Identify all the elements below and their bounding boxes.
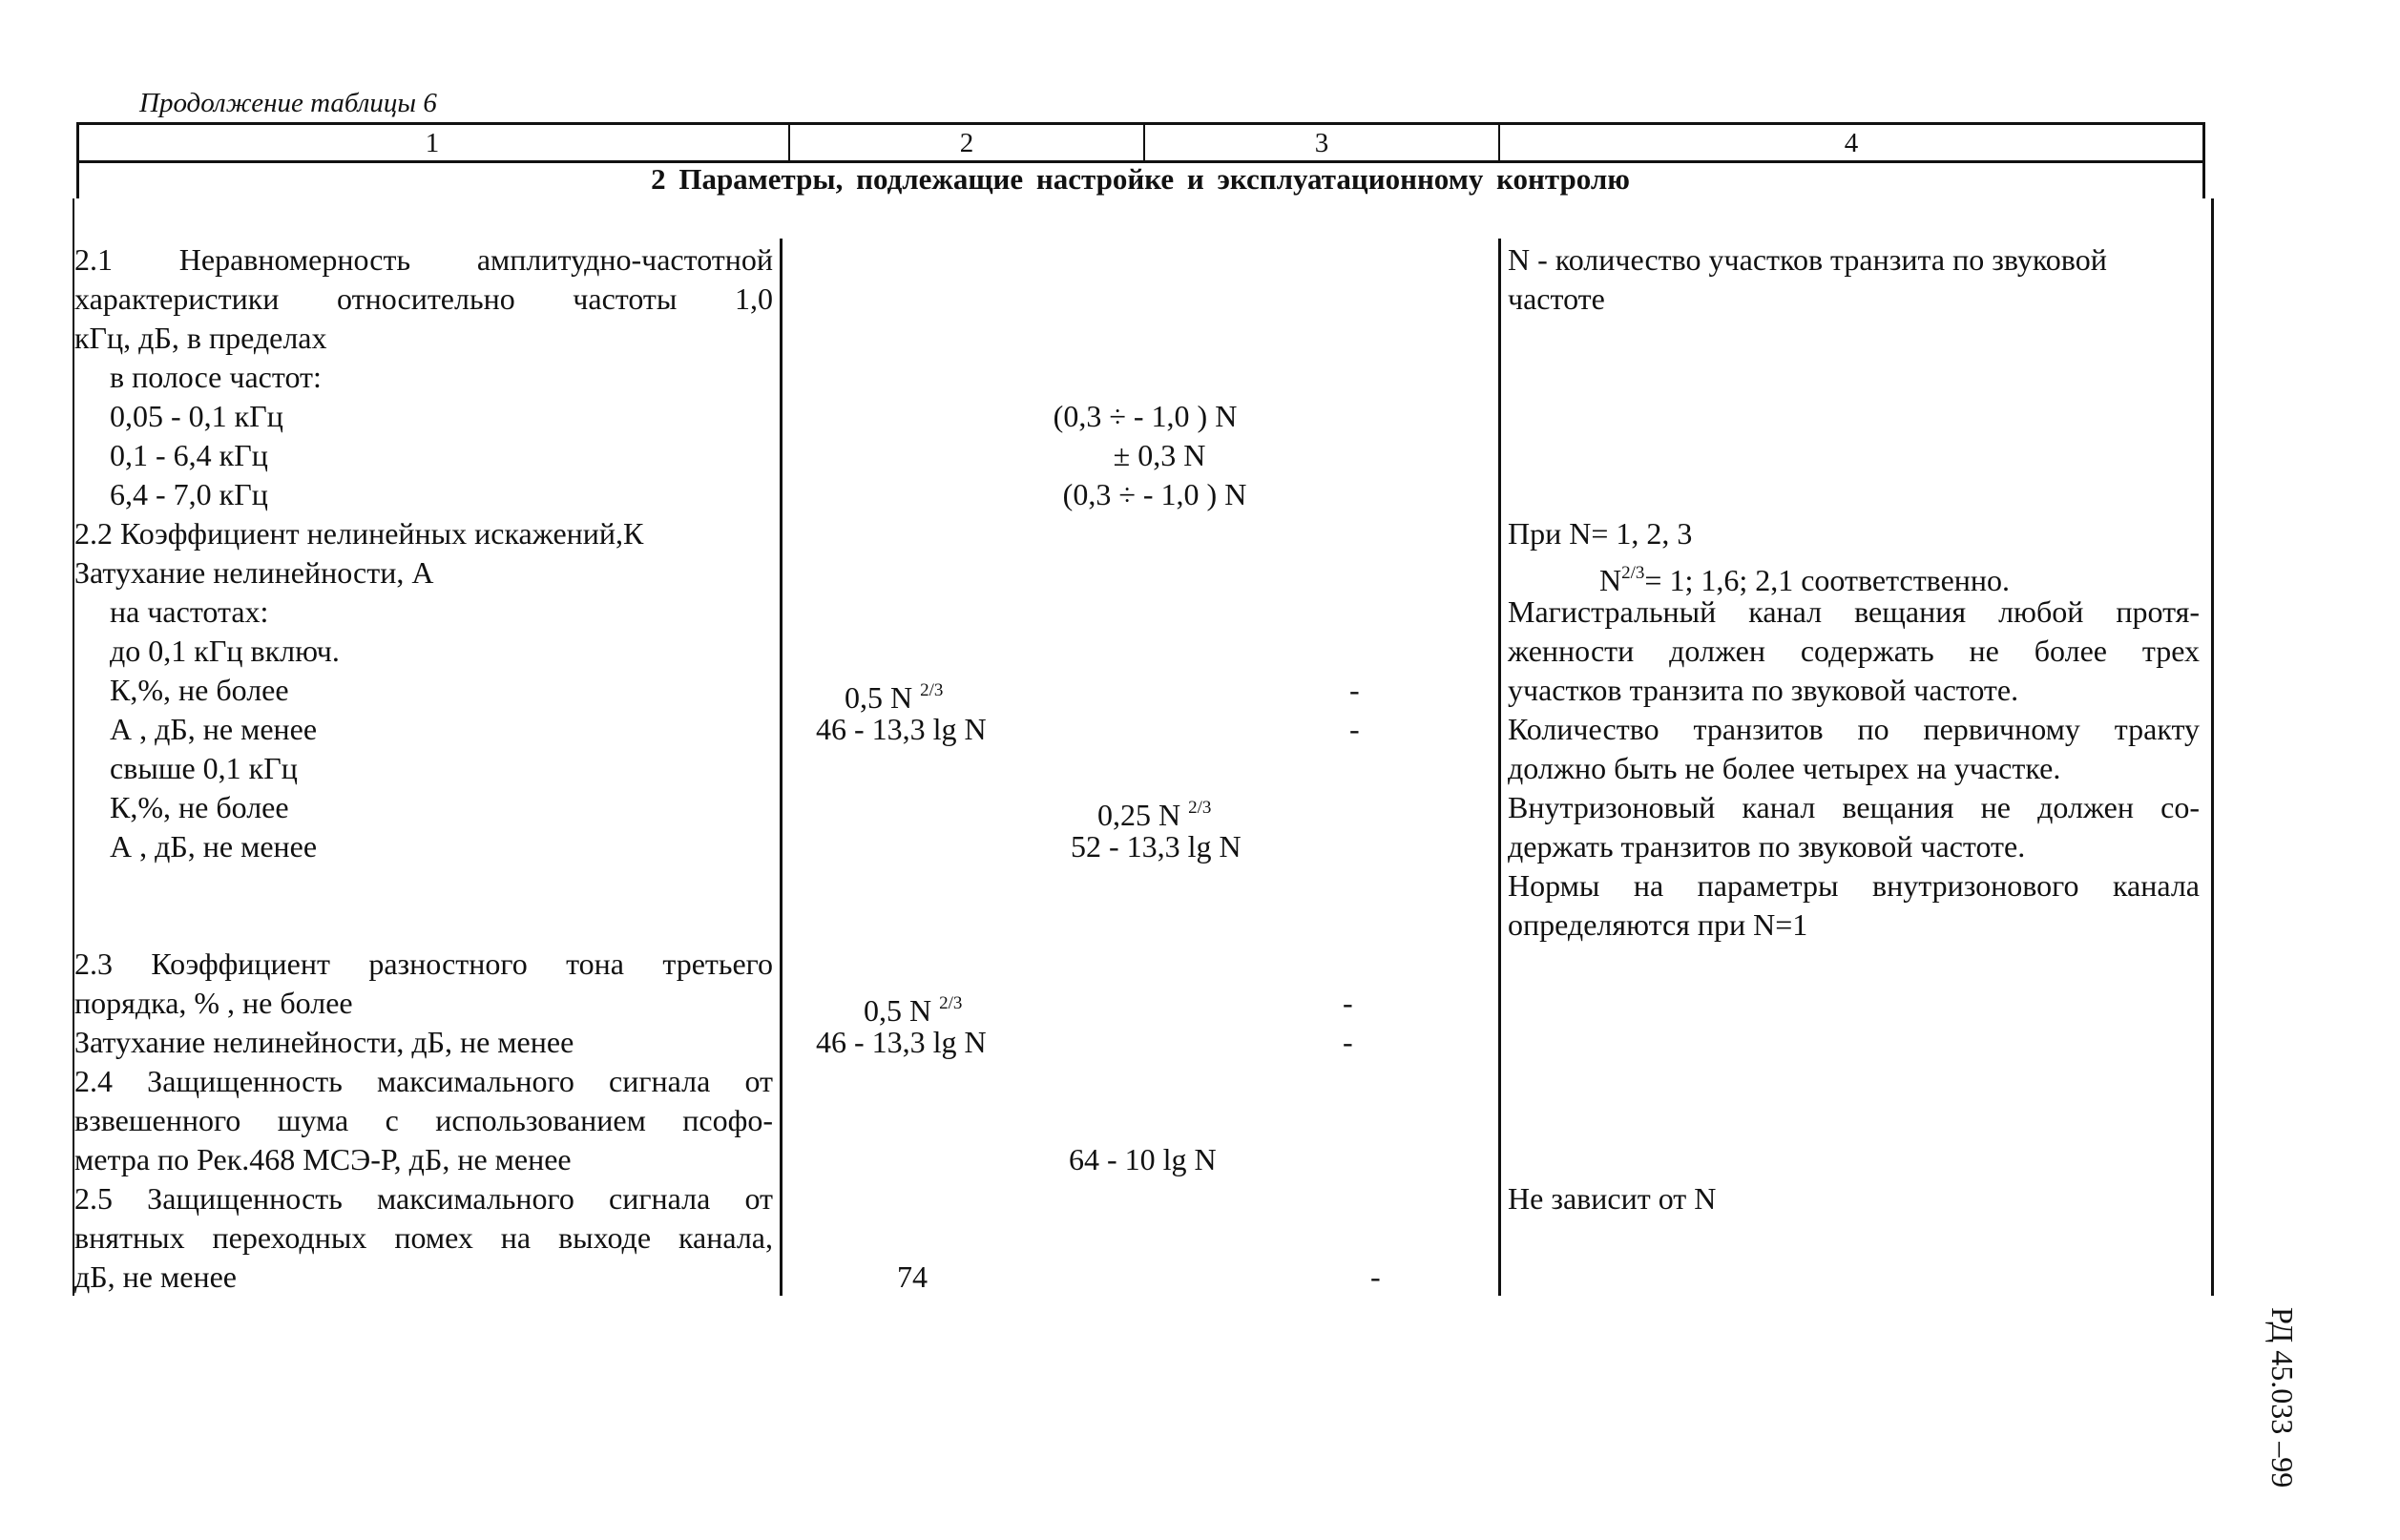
transit-note-line-2: должно быть не более четырех на участке.: [1508, 751, 2061, 785]
section-title: 2 Параметры, подлежащие настройке и эксплуатационному контролю: [651, 162, 1630, 196]
norms-note-line-2: определяются при N=1: [1508, 907, 1808, 942]
column-divider-1: [780, 239, 783, 1296]
k1-value-exp: 2/3: [920, 680, 944, 700]
p25-value: 74: [897, 1259, 928, 1294]
n23-exp: 2/3: [1621, 563, 1645, 583]
a1-value: 46 - 13,3 lg N: [816, 712, 987, 746]
transit-note-line-1: Количество транзитов по первичному тракту: [1508, 712, 2200, 746]
p23-dash: -: [1343, 986, 1353, 1020]
param-2-5-line-2: внятных переходных помех на выходе канала,: [74, 1220, 773, 1255]
band-3: 6,4 - 7,0 кГц: [110, 477, 268, 511]
column-header-1: 1: [425, 127, 440, 158]
inner-note-line-2: держать транзитов по звуковой частоте.: [1508, 829, 2026, 864]
inner-note-line-1: Внутризоновый канал вещания не должен со-: [1508, 790, 2200, 824]
param-2-5-line-1: 2.5 Защищенность максимального сигнала от: [74, 1181, 773, 1216]
n23-base: N: [1599, 563, 1622, 597]
a1-label: А , дБ, не менее: [110, 712, 318, 746]
param-2-5-line-3: дБ, не менее: [74, 1259, 237, 1294]
n23-rest: = 1; 1,6; 2,1 соответственно.: [1644, 563, 2011, 597]
param-2-4-line-2: взвешенного шума с использованием псофо-: [74, 1103, 773, 1137]
k1-label: К,%, не более: [110, 673, 289, 707]
k2-label: К,%, не более: [110, 790, 289, 824]
k2-value-exp: 2/3: [1188, 798, 1212, 818]
band-1: 0,05 - 0,1 кГц: [110, 399, 283, 433]
p25-dash: -: [1370, 1259, 1381, 1294]
upto-label: до 0,1 кГц включ.: [110, 634, 340, 668]
a2-label: А , дБ, не менее: [110, 829, 318, 864]
p23-attenuation-dash: -: [1343, 1025, 1353, 1059]
table-right-border-lower: [2211, 198, 2214, 1296]
column-header-3: 3: [1314, 127, 1329, 158]
band-2-value: ± 0,3 N: [1113, 438, 1206, 472]
column-divider-3: [1498, 239, 1501, 1296]
n-note-line-2: частоте: [1508, 281, 1605, 316]
column-header-4: 4: [1844, 127, 1859, 158]
trunk-note-line-2: женности должен содержать не более трех: [1508, 634, 2200, 668]
param-2-4-line-3: метра по Рек.468 МСЭ-Р, дБ, не менее: [74, 1142, 572, 1176]
table-caption: Продолжение таблицы 6: [139, 88, 437, 118]
p23-value-exp: 2/3: [939, 993, 963, 1013]
trunk-note-line-3: участков транзита по звуковой частоте.: [1508, 673, 2019, 707]
param-2-4-line-1: 2.4 Защищенность максимального сигнала от: [74, 1064, 773, 1098]
band-label: в полосе частот:: [110, 360, 322, 394]
k1-value-base: 0,5 N: [845, 680, 913, 715]
freq-label: на частотах:: [110, 594, 269, 629]
a2-value: 52 - 13,3 lg N: [1071, 829, 1242, 864]
k1-dash: -: [1349, 673, 1360, 707]
n-note-line-1: N - количество участков транзита по звуковой: [1508, 242, 2107, 277]
param-2-3-attenuation: Затухание нелинейности, дБ, не менее: [74, 1025, 574, 1059]
trunk-note-line-1: Магистральный канал вещания любой протя-: [1508, 594, 2200, 629]
param-2-3-line-2: порядка, % , не более: [74, 986, 353, 1020]
param-2-1-line-1: 2.1 Неравномерность амплитудно-частотной: [74, 242, 773, 277]
document-code: РД 45.033 –99: [2265, 1307, 2300, 1488]
p24-value: 64 - 10 lg N: [1069, 1142, 1217, 1176]
column-header-2: 2: [959, 127, 974, 158]
p23-attenuation-value: 46 - 13,3 lg N: [816, 1025, 987, 1059]
when-n-note: При N= 1, 2, 3: [1508, 516, 1693, 551]
param-2-1-line-2: характеристики относительно частоты 1,0: [74, 281, 773, 316]
k2-value-base: 0,25 N: [1097, 798, 1181, 832]
band-1-value: (0,3 ÷ - 1,0 ) N: [1053, 399, 1238, 433]
param-2-2-subtitle: Затухание нелинейности, А: [74, 555, 434, 590]
p23-value-base: 0,5 N: [864, 993, 932, 1028]
above-label: свыше 0,1 кГц: [110, 751, 298, 785]
norms-note-line-1: Нормы на параметры внутризонового канала: [1508, 868, 2200, 903]
band-3-value: (0,3 ÷ - 1,0 ) N: [1062, 477, 1247, 511]
param-2-2-title: 2.2 Коэффициент нелинейных искажений,К: [74, 516, 644, 551]
param-2-3-line-1: 2.3 Коэффициент разностного тона третьего: [74, 947, 773, 981]
band-2: 0,1 - 6,4 кГц: [110, 438, 268, 472]
independent-note: Не зависит от N: [1508, 1181, 1717, 1216]
a1-dash: -: [1349, 712, 1360, 746]
param-2-1-line-3: кГц, дБ, в пределах: [74, 321, 327, 355]
